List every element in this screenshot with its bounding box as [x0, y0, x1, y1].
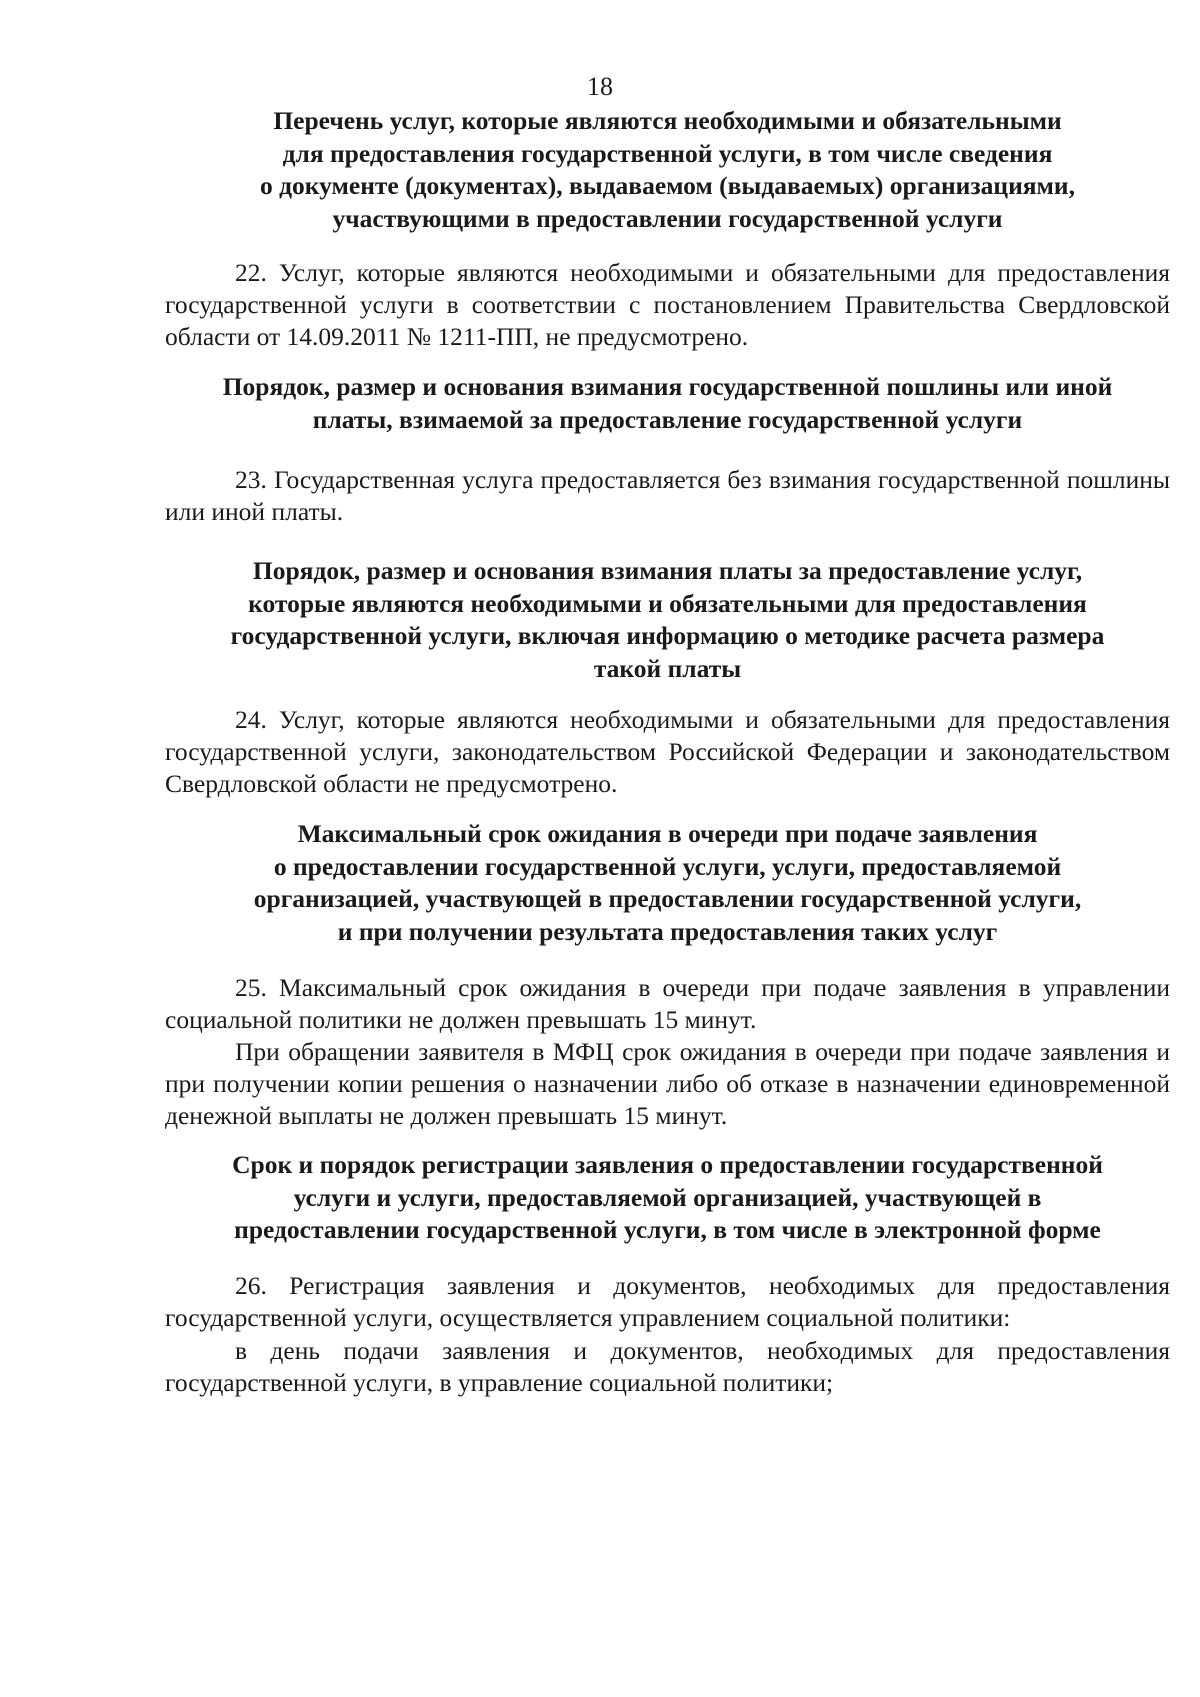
section-heading-service-fees — [165, 555, 1170, 685]
paragraph-25-mfc: При обращении заявителя в МФЦ срок ожидания в очереди при подаче заявления и при получении копии решения о назначении либо об отказе в назначении единовременной денежной выплаты не должен превышать 15 минут. — [165, 1037, 1170, 1130]
heading-line: услуги и услуги, предоставляемой организацией, участвующей в — [293, 1182, 1042, 1212]
paragraph-22: 22. Услуг, которые являются необходимыми и обязательными для предоставления государственной услуги в соответствии с постановлением Правительства Свердловской области от 14.09.2011 № 1211-ПП, не предусмотрено. — [165, 258, 1170, 351]
paragraph-26: 26. Регистрация заявления и документов, необходимых для предоставления государственной услуги, осуществляется управлением социальной политики: — [165, 1271, 1170, 1332]
paragraph-26-item: в день подачи заявления и документов, необходимых для предоставления государственной услуги, в управление социальной политики; — [165, 1336, 1170, 1397]
paragraph-24: 24. Услуг, которые являются необходимыми и обязательными для предоставления государственной услуги, законодательством Российской Федерации и законодательством Свердловской области не предусмотрено. — [165, 705, 1170, 798]
heading-line: Порядок, размер и основания взимания государственной пошлины или иной — [222, 372, 1113, 401]
paragraph-25: 25. Максимальный срок ожидания в очереди при подаче заявления в управлении социальной политики не должен превышать 15 минут. — [165, 973, 1170, 1034]
section-heading-waiting-time — [165, 818, 1170, 948]
heading-line: платы, взимаемой за предоставление государственной услуги — [312, 404, 1023, 434]
heading-line: для предоставления государственной услуги, в том числе сведения — [282, 138, 1053, 168]
heading-line: Максимальный срок ожидания в очереди при подаче заявления — [297, 819, 1038, 848]
section-heading-state-duty — [165, 371, 1170, 436]
section-heading-registration — [165, 1149, 1170, 1247]
heading-line: участвующими в предоставлении государственной услуги — [332, 203, 1003, 233]
page-number: 18 — [587, 72, 613, 101]
paragraph-23: 23. Государственная услуга предоставляется без взимания государственной пошлины или иной платы. — [165, 465, 1170, 526]
heading-line: организацией, участвующей в предоставлении государственной услуги, — [253, 884, 1082, 913]
heading-line: такой платы — [593, 653, 742, 683]
heading-line: которые являются необходимыми и обязательными для предоставления — [248, 588, 1087, 618]
heading-line: о предоставлении государственной услуги, услуги, предоставляемой — [273, 851, 1062, 881]
heading-line: Порядок, размер и основания взимания платы за предоставление услуг, — [252, 556, 1083, 585]
heading-line: государственной услуги, включая информацию о методике расчета размера — [230, 621, 1105, 650]
heading-line: о документе (документах), выдаваемом (выдаваемых) организациями, — [260, 171, 1075, 200]
heading-line: предоставлении государственной услуги, в том числе в электронной форме — [234, 1215, 1101, 1244]
heading-line: и при получении результата предоставления таких услуг — [337, 916, 998, 946]
heading-line: Перечень услуг, которые являются необходимыми и обязательными — [273, 106, 1062, 135]
section-heading-necessary-services — [165, 105, 1170, 235]
heading-line: Срок и порядок регистрации заявления о предоставлении государственной — [232, 1150, 1103, 1179]
